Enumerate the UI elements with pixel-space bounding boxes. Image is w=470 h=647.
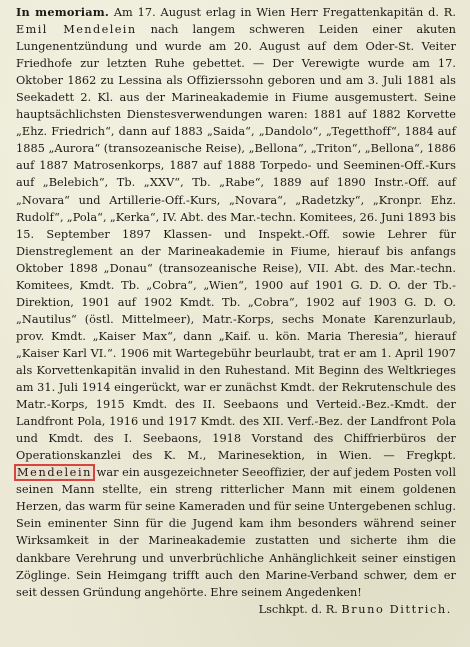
text-segment-1: Am 17. August erlag in Wien Herr Fregattenkapitän d. R. <box>113 6 456 19</box>
signature-line <box>16 603 456 616</box>
text-segment-3: war ein ausgezeichneter Seeoffizier, der auf jedem Posten voll seinen Mann stellte, ein streng ritterlicher Mann mit einem goldenen Herzen, das warm für seine Kameraden und für seine Untergebenen schlug. Sein eminenter Sinn für die Jugend kam ihm besonders während seiner Wirksamkeit in der Marineakademie zustatten und sicherte ihm die dankbare Verehrung und unverbrüchliche Anhänglichkeit seiner einstigen Zöglinge. Sein Heimgang trifft auch den Marine-Verband schwer, dem er seit dessen Gründung angehörte. Ehre seinem Angedenken! <box>16 466 456 599</box>
obituary-text <box>16 4 456 601</box>
signature-name: Bruno Dittrich. <box>341 602 452 616</box>
highlighted-name[interactable]: Mendelein <box>17 466 93 480</box>
obituary-article <box>16 4 456 601</box>
deceased-name: Emil Mendelein <box>16 23 137 37</box>
signature-rank: Lschkpt. d. R. <box>258 602 338 616</box>
text-segment-2: nach langem schweren Leiden einer akuten Lungenentzündung und wurde am 20. August auf dem Oder-St. Veiter Friedhofe zur letzten Ruhe gebettet. — Der Verewigte wurde am 17. Oktober 1862 zu Lessina als Offizierssohn geboren und am 3. Juli 1881 als Seekadett 2. Kl. aus der Marineakademie in Fiume ausgemustert. Seine hauptsächlichsten Dienstesverwendungen waren: 1881 auf 1882 Korvette „Ehz. Friedrich“, dann auf 1883 „Saida“, „Dandolo“, „Tegetthoff“, 1884 auf 1885 „Aurora“ (transozeanische Reise), „Bellona“, „Triton“, „Bellona“, 1886 auf 1887 Matrosenkorps, 1887 auf 1888 Torpedo- und Seeminen-Off.-Kurs auf „Belebich“, Tb. „XXV“, Tb. „Rabe“, 1889 auf 1890 Instr.-Off. auf „Novara“ und Artillerie-Off.-Kurs, „Novara“, „Radetzky“, „Kronpr. Ehz. Rudolf“, „Pola“, „Kerka“, IV. Abt. des Mar.-techn. Komitees, 26. Juni 1893 bis 15. September 1897 Klassen- und Inspekt.-Off. sowie Lehrer für Dienstreglement an der Marineakademie in Fiume, hierauf bis anfangs Oktober 1898 „Donau“ (transozeanische Reise), VII. Abt. des Mar.-techn. Komitees, Kmdt. Tb. „Cobra“, „Wien“, 1900 auf 1901 G. D. O. der Tb.-Direktion, 1901 auf 1902 Kmdt. Tb. „Cobra“, 1902 auf 1903 G. D. O. „Nautilus“ (östl. Mittelmeer), Matr.-Korps, sechs Monate Karenzurlaub, prov. Kmdt. „Kaiser Max“, dann „Kaif. u. kön. Maria Theresia“, hierauf „Kaiser Karl VI.“. 1906 mit Wartegebühr beurlaubt, trat er am 1. April 1907 als Korvettenkapitän invalid in den Ruhestand. Mit Beginn des Weltkrieges am 31. Juli 1914 eingerückt, war er zunächst Kmdt. der Rekrutenschule des Matr.-Korps, 1915 Kmdt. des II. Seebaons und Verteid.-Bez.-Kmdt. der Landfront Pola, 1916 und 1917 Kmdt. des XII. Verf.-Bez. der Landfront Pola und Kmdt. des I. Seebaons, 1918 Vorstand des Chiffrierbüros der Operationskanzlei des K. M., Marinesektion, in Wien. — Fregkpt. <box>16 23 456 463</box>
obituary-heading: In memoriam. <box>16 5 110 19</box>
